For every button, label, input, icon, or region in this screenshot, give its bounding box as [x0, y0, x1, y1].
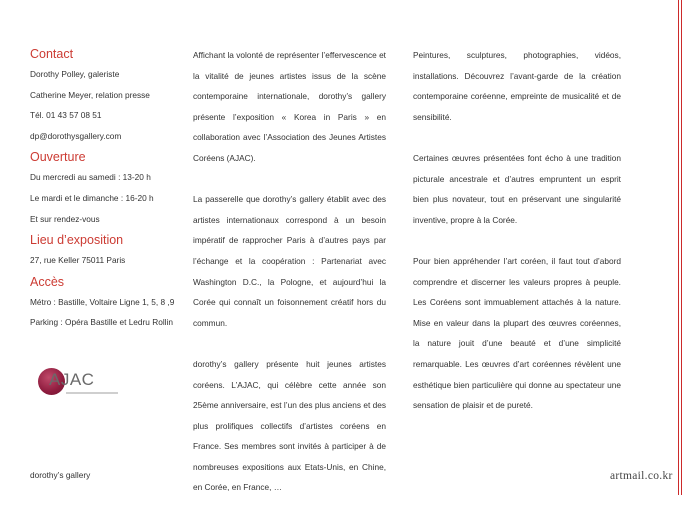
paragraph: Pour bien appréhender l’art coréen, il faut tout d’abord comprendre et discerner les valeurs propres à peuple. Les Coréens sont immuablement attachés à la nature. Mise en valeur dans la plupart des œuvres coréennes, la nature jouit d’une beauté et d’une simplicité remarquable. Les œuvres d’art coréennes révèlent une esthétique bien particulière qui donne au spectateur une sensation de plaisir et de pureté. — [413, 255, 621, 411]
paragraph: Affichant la volonté de représenter l’effervescence et la vitalité de jeunes artistes issus de la scène contemporaine internationale, dorothy’s gallery présente l’exposition « Korea in Paris » en collaboration avec l’Association des Jeunes Artistes Coréens (AJAC). — [193, 50, 386, 163]
paragraph: Peintures, sculptures, photographies, vidéos, installations. Découvrez l’avant-garde de la création contemporaine coréenne, empreinte de musicalité et de sensibilité. — [413, 50, 621, 122]
access-parking: Parking : Opéra Bastille et Ledru Rollin — [30, 317, 173, 328]
vertical-rule-right — [681, 0, 682, 495]
opening-line: Le mardi et le dimanche : 16-20 h — [30, 192, 154, 203]
footer-gallery-name: dorothy’s gallery — [30, 470, 91, 480]
location-heading: Lieu d’exposition — [30, 233, 124, 248]
paragraph: dorothy’s gallery présente huit jeunes artistes coréens. L’AJAC, qui célèbre cette année son 25ème anniversaire, est l’un des plus anciens et des plus prolifiques collectifs d’artistes coréens en France. Ses membres sont invités à participer à de nombreuses expositions aux Etats-Unis, en Chine, en Corée, en France, … — [193, 358, 386, 493]
contact-email: dp@dorothysgallery.com — [30, 130, 122, 141]
ajac-logo — [38, 368, 128, 396]
contact-line: Dorothy Polley, galeriste — [30, 69, 120, 79]
contact-phone: Tél. 01 43 57 08 51 — [30, 110, 102, 121]
info-column — [30, 45, 175, 333]
contact-heading: Contact — [30, 47, 74, 61]
access-heading: Accès — [30, 274, 65, 289]
paragraph: Certaines œuvres présentées font écho à une tradition picturale ancestrale et d’autres empruntent un esprit bien plus novateur, tout en préservant une singularité inventive, propre à la Corée. — [413, 152, 621, 225]
access-metro: Métro : Bastille, Voltaire Ligne 1, 5, 8 ,9 — [30, 296, 175, 307]
opening-line: Et sur rendez-vous — [30, 213, 100, 224]
logo-text: AJAC — [49, 370, 95, 389]
contact-line: Catherine Meyer, relation presse — [30, 89, 150, 100]
location-address: 27, rue Keller 75011 Paris — [30, 255, 126, 266]
opening-line: Du mercredi au samedi : 13-20 h — [30, 172, 151, 183]
opening-heading: Ouverture — [30, 150, 86, 165]
paragraph: La passerelle que dorothy’s gallery établit avec des artistes internationaux correspond à un besoin impératif de rapprocher Paris à d’autres pays par l’échange et la coopération : Partenariat avec Washington D.C., la Pologne, et aujourd’hui la Corée qui connaît un foisonnement créatif hors du commun. — [193, 194, 386, 328]
vertical-rule-left — [678, 0, 679, 495]
body-column-right — [413, 45, 621, 436]
body-column-middle — [193, 45, 386, 519]
watermark: artmail.co.kr — [610, 470, 673, 482]
logo-tagline — [66, 392, 118, 394]
